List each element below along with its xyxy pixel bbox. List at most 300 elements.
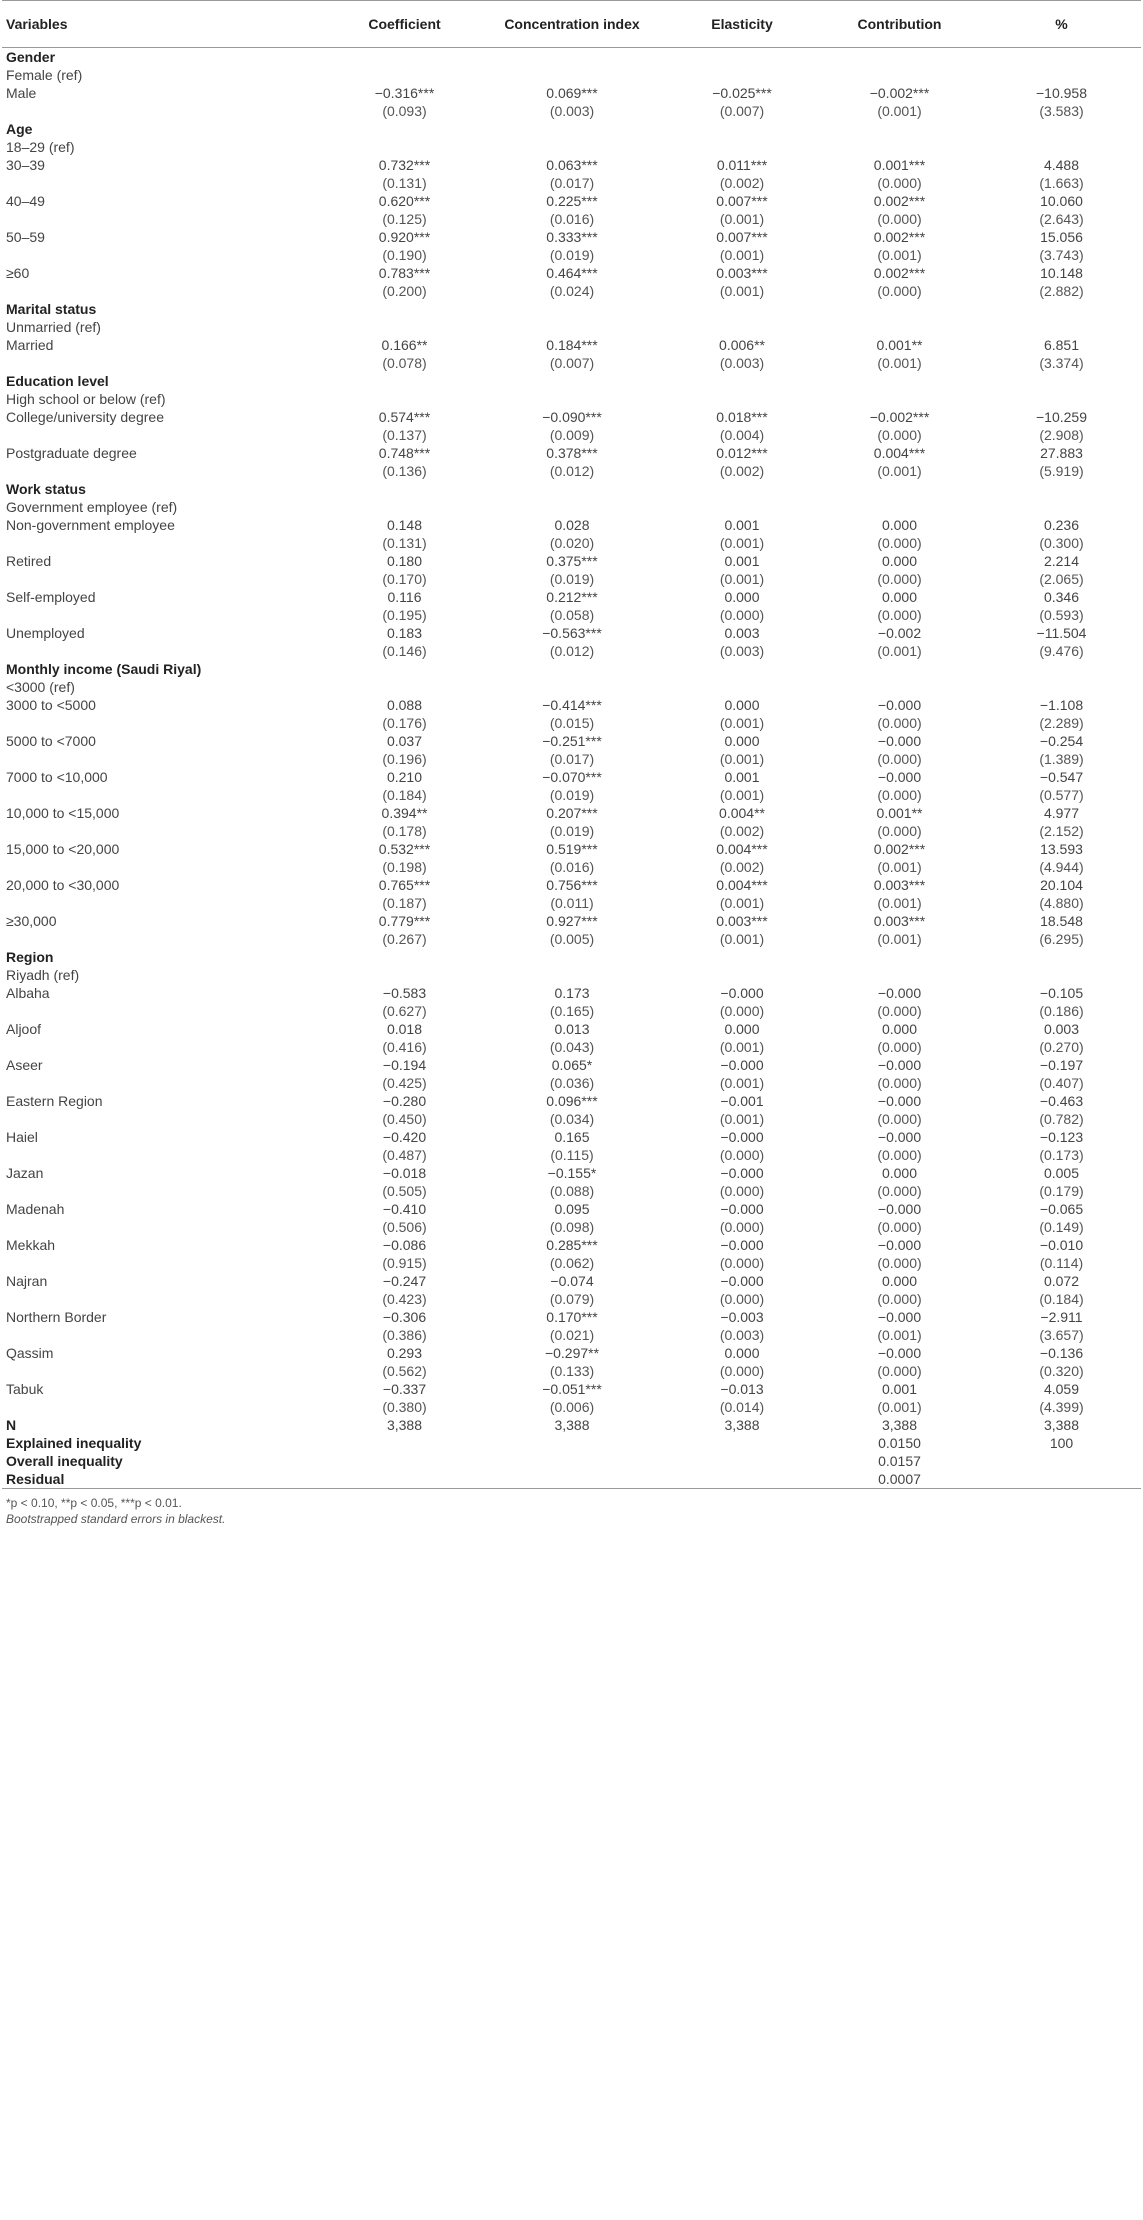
cell-coefficient: 0.088 [386, 697, 423, 713]
cell-concentration-index: (0.024) [549, 283, 595, 299]
cell-coefficient: (0.450) [382, 1111, 427, 1127]
table-row [2, 336, 1141, 354]
cell-percent: (2.065) [1039, 571, 1084, 587]
cell-contribution: (0.000) [877, 715, 922, 731]
cell-coefficient: (0.380) [382, 1399, 427, 1415]
cell-coefficient: (0.487) [382, 1147, 427, 1163]
cell-elasticity: (0.001) [719, 1111, 765, 1127]
cell-coefficient: 0.183 [386, 625, 423, 641]
cell-concentration-index: (0.115) [550, 1147, 594, 1163]
cell-contribution: 0.003*** [873, 913, 926, 929]
cell-coefficient: (0.198) [382, 859, 427, 875]
cell-contribution: (0.000) [877, 1183, 922, 1199]
cell-coefficient: (0.146) [382, 643, 427, 659]
cell-variable: Explained inequality [6, 1435, 142, 1451]
cell-variable [2, 1326, 332, 1344]
table-row [2, 138, 1141, 156]
header-contribution: Contribution [817, 1, 982, 48]
std-error-row [2, 1038, 1141, 1056]
cell-variable [2, 354, 332, 372]
cell-concentration-index: 0.013 [554, 1021, 590, 1037]
cell-percent: 4.059 [1043, 1381, 1080, 1397]
cell-percent: (0.782) [1039, 1111, 1084, 1127]
cell-contribution: −0.000 [877, 1237, 922, 1253]
cell-percent: (0.179) [1039, 1183, 1084, 1199]
cell-percent [982, 1452, 1141, 1470]
cell-percent: −2.911 [1040, 1309, 1083, 1325]
cell-coefficient: −0.018 [382, 1165, 427, 1181]
cell-contribution: 3,388 [881, 1417, 918, 1433]
cell-contribution: 0.0150 [878, 1435, 921, 1451]
reference-label: Government employee (ref) [6, 499, 178, 515]
cell-variable: N [6, 1417, 17, 1433]
cell-percent: (4.944) [1039, 859, 1084, 875]
cell-concentration-index: 0.519*** [546, 841, 598, 857]
cell-percent: 20.104 [1040, 877, 1083, 893]
cell-variable [2, 1290, 332, 1308]
std-error-row [2, 1110, 1141, 1128]
cell-percent: 3,388 [1043, 1417, 1080, 1433]
cell-percent: 0.072 [1043, 1273, 1080, 1289]
cell-variable: Aljoof [6, 1021, 42, 1037]
cell-coefficient: (0.425) [382, 1075, 427, 1091]
cell-variable [2, 534, 332, 552]
cell-elasticity: (0.003) [719, 1327, 765, 1343]
cell-variable: Haiel [6, 1129, 38, 1145]
std-error-row [2, 894, 1141, 912]
cell-variable: Postgraduate degree [6, 445, 137, 461]
cell-percent: (2.908) [1039, 427, 1084, 443]
cell-concentration-index: 0.207*** [546, 805, 598, 821]
cell-elasticity: −0.000 [720, 1165, 764, 1181]
cell-elasticity: 0.001 [724, 769, 760, 785]
cell-variable: 40–49 [6, 193, 45, 209]
cell-coefficient [332, 1434, 477, 1452]
cell-variable [2, 930, 332, 948]
cell-percent: 4.488 [1043, 157, 1080, 173]
cell-percent: −0.463 [1039, 1093, 1084, 1109]
cell-elasticity: (0.004) [719, 427, 765, 443]
cell-contribution: −0.000 [877, 1309, 922, 1325]
cell-variable: Madenah [6, 1201, 65, 1217]
section-heading: Monthly income (Saudi Riyal) [6, 661, 202, 677]
cell-contribution: (0.000) [877, 1219, 922, 1235]
cell-coefficient: 0.783*** [378, 265, 431, 281]
cell-coefficient: (0.131) [382, 535, 427, 551]
cell-variable: Self-employed [6, 589, 96, 605]
cell-variable [2, 174, 332, 192]
cell-elasticity: 0.004** [719, 805, 765, 821]
cell-contribution: (0.000) [877, 1255, 922, 1271]
table-row [2, 1092, 1141, 1110]
cell-contribution: −0.000 [877, 1057, 922, 1073]
cell-elasticity: (0.000) [719, 1003, 765, 1019]
table-row [2, 966, 1141, 984]
cell-concentration-index: (0.098) [549, 1219, 595, 1235]
cell-coefficient: (0.423) [382, 1291, 427, 1307]
std-error-row [2, 1254, 1141, 1272]
cell-percent: (4.399) [1039, 1399, 1084, 1415]
cell-percent: 27.883 [1040, 445, 1083, 461]
section-row [2, 660, 1141, 678]
footnote-standard-errors: Bootstrapped standard errors in blackest. [6, 1512, 226, 1526]
cell-elasticity: −0.000 [720, 1273, 764, 1289]
cell-concentration-index: −0.051*** [542, 1381, 602, 1397]
cell-variable [2, 102, 332, 120]
cell-percent: (9.476) [1039, 643, 1084, 659]
table-row [2, 696, 1141, 714]
cell-coefficient: (0.562) [382, 1363, 427, 1379]
cell-contribution: −0.000 [877, 733, 922, 749]
table-row [2, 1308, 1141, 1326]
cell-concentration-index: 0.065* [551, 1057, 593, 1073]
cell-percent: 10.060 [1040, 193, 1083, 209]
cell-concentration-index: (0.012) [549, 643, 595, 659]
cell-coefficient: 0.920*** [378, 229, 431, 245]
cell-percent: −0.010 [1039, 1237, 1084, 1253]
cell-contribution: (0.001) [877, 1327, 922, 1343]
cell-percent: 0.236 [1043, 517, 1080, 533]
cell-contribution: 0.001*** [873, 157, 926, 173]
cell-coefficient: (0.915) [382, 1255, 427, 1271]
cell-elasticity: −0.000 [720, 985, 764, 1001]
cell-percent: 6.851 [1043, 337, 1080, 353]
std-error-row [2, 354, 1141, 372]
cell-contribution: 0.000 [881, 1273, 918, 1289]
cell-concentration-index: (0.058) [549, 607, 595, 623]
table-row [2, 624, 1141, 642]
cell-contribution: (0.000) [877, 1363, 922, 1379]
cell-contribution: 0.000 [881, 1165, 918, 1181]
cell-concentration-index: 0.756*** [546, 877, 598, 893]
cell-variable: Tabuk [6, 1381, 44, 1397]
cell-percent: −0.547 [1039, 769, 1084, 785]
cell-coefficient: 0.620*** [378, 193, 431, 209]
cell-elasticity [667, 1470, 817, 1489]
cell-concentration-index: 0.225*** [546, 193, 598, 209]
cell-elasticity: (0.001) [719, 1039, 765, 1055]
section-row [2, 372, 1141, 390]
cell-elasticity: 0.006** [719, 337, 765, 353]
cell-variable: Albaha [6, 985, 50, 1001]
cell-elasticity: 3,388 [724, 1417, 760, 1433]
cell-elasticity: 0.011*** [716, 157, 768, 173]
cell-coefficient [332, 1452, 477, 1470]
cell-elasticity: 0.012*** [716, 445, 768, 461]
section-row [2, 48, 1141, 67]
std-error-row [2, 786, 1141, 804]
cell-elasticity: −0.000 [720, 1057, 764, 1073]
header-row [2, 1, 1141, 48]
std-error-row [2, 930, 1141, 948]
section-heading: Region [6, 949, 54, 965]
cell-concentration-index: 0.069*** [546, 85, 598, 101]
cell-concentration-index: 0.285*** [546, 1237, 598, 1253]
cell-coefficient: (0.196) [382, 751, 427, 767]
cell-coefficient: 3,388 [386, 1417, 423, 1433]
cell-variable: Jazan [6, 1165, 44, 1181]
cell-concentration-index: 0.096*** [546, 1093, 598, 1109]
cell-concentration-index: 0.333*** [546, 229, 598, 245]
cell-percent: 13.593 [1040, 841, 1083, 857]
header-variables: Variables [2, 1, 332, 48]
cell-contribution: (0.000) [877, 751, 922, 767]
cell-coefficient: 0.166** [381, 337, 428, 353]
cell-coefficient: −0.247 [382, 1273, 427, 1289]
std-error-row [2, 822, 1141, 840]
std-error-row [2, 1074, 1141, 1092]
cell-contribution: −0.000 [877, 697, 922, 713]
reference-label: 18–29 (ref) [6, 139, 75, 155]
cell-contribution: (0.000) [877, 1111, 922, 1127]
section-heading: Education level [6, 373, 109, 389]
cell-contribution: (0.000) [877, 175, 922, 191]
cell-elasticity: 0.004*** [716, 841, 768, 857]
cell-elasticity: 0.000 [724, 589, 760, 605]
cell-percent: −10.259 [1036, 409, 1087, 425]
std-error-row [2, 642, 1141, 660]
table-row [2, 444, 1141, 462]
cell-percent: (5.919) [1039, 463, 1084, 479]
cell-variable: 10,000 to <15,000 [6, 805, 120, 821]
std-error-row [2, 1146, 1141, 1164]
cell-variable: Aseer [6, 1057, 43, 1073]
cell-coefficient: −0.194 [382, 1057, 427, 1073]
cell-percent: −1.108 [1039, 697, 1084, 713]
cell-contribution: (0.001) [877, 859, 922, 875]
cell-concentration-index [477, 1434, 667, 1452]
cell-contribution: 0.001 [881, 1381, 918, 1397]
cell-concentration-index: (0.079) [549, 1291, 595, 1307]
header-coefficient: Coefficient [332, 1, 477, 48]
cell-coefficient: −0.420 [382, 1129, 427, 1145]
cell-coefficient: 0.532*** [378, 841, 431, 857]
cell-concentration-index: −0.297** [544, 1345, 600, 1361]
cell-elasticity: (0.001) [719, 787, 765, 803]
cell-percent: −10.958 [1036, 85, 1087, 101]
cell-percent: (3.743) [1039, 247, 1084, 263]
table-row [2, 552, 1141, 570]
cell-concentration-index [477, 1452, 667, 1470]
cell-contribution: −0.000 [877, 1129, 922, 1145]
cell-coefficient: −0.280 [382, 1093, 427, 1109]
cell-percent: (4.880) [1039, 895, 1084, 911]
cell-elasticity: (0.000) [719, 1219, 765, 1235]
cell-elasticity: (0.001) [719, 751, 765, 767]
std-error-row [2, 714, 1141, 732]
table-row [2, 1416, 1141, 1434]
cell-coefficient: −0.086 [382, 1237, 427, 1253]
cell-variable: 3000 to <5000 [6, 697, 96, 713]
header-concentration-index: Concentration index [477, 1, 667, 48]
cell-percent: (0.149) [1039, 1219, 1084, 1235]
cell-coefficient: (0.125) [382, 211, 427, 227]
cell-coefficient: (0.136) [382, 463, 427, 479]
cell-elasticity: (0.001) [719, 895, 765, 911]
cell-percent: 18.548 [1040, 913, 1083, 929]
table-row [2, 1470, 1141, 1489]
cell-variable: Non-government employee [6, 517, 175, 533]
cell-elasticity: −0.000 [720, 1129, 764, 1145]
table-row [2, 66, 1141, 84]
cell-percent: (0.593) [1039, 607, 1084, 623]
cell-contribution: −0.002 [877, 625, 922, 641]
cell-percent: (0.173) [1039, 1147, 1084, 1163]
table-row [2, 498, 1141, 516]
cell-coefficient: (0.627) [382, 1003, 427, 1019]
section-heading: Age [6, 121, 33, 137]
cell-concentration-index: −0.414*** [542, 697, 602, 713]
cell-concentration-index: (0.009) [549, 427, 595, 443]
cell-coefficient: 0.293 [386, 1345, 423, 1361]
table-row [2, 228, 1141, 246]
cell-variable: 50–59 [6, 229, 45, 245]
cell-variable [2, 282, 332, 300]
cell-coefficient: (0.506) [382, 1219, 427, 1235]
cell-coefficient: (0.184) [382, 787, 427, 803]
reference-label: Riyadh (ref) [6, 967, 80, 983]
cell-coefficient: 0.779*** [378, 913, 431, 929]
cell-contribution: (0.000) [877, 211, 922, 227]
cell-elasticity: (0.002) [719, 175, 765, 191]
cell-contribution: 0.0007 [817, 1470, 982, 1489]
std-error-row [2, 102, 1141, 120]
footnote-significance: *p < 0.10, **p < 0.05, ***p < 0.01. [6, 1496, 182, 1510]
cell-concentration-index: (0.062) [549, 1255, 595, 1271]
cell-concentration-index: (0.036) [549, 1075, 595, 1091]
section-heading: Work status [6, 481, 86, 497]
cell-variable [2, 462, 332, 480]
cell-concentration-index: (0.003) [549, 103, 595, 119]
cell-coefficient: (0.170) [382, 571, 427, 587]
cell-concentration-index: 0.378*** [546, 445, 598, 461]
cell-elasticity: (0.001) [719, 931, 765, 947]
std-error-row [2, 1326, 1141, 1344]
cell-concentration-index: (0.015) [549, 715, 595, 731]
cell-coefficient [332, 1470, 477, 1489]
cell-contribution: (0.001) [877, 103, 922, 119]
cell-percent: (0.270) [1039, 1039, 1084, 1055]
cell-variable: Unemployed [6, 625, 85, 641]
cell-coefficient: −0.410 [382, 1201, 427, 1217]
cell-concentration-index: 0.464*** [546, 265, 598, 281]
cell-variable [2, 210, 332, 228]
cell-coefficient: 0.148 [386, 517, 423, 533]
table-row [2, 1452, 1141, 1470]
cell-percent: (6.295) [1039, 931, 1084, 947]
cell-percent: −0.197 [1039, 1057, 1084, 1073]
std-error-row [2, 1398, 1141, 1416]
cell-concentration-index: 0.063*** [546, 157, 598, 173]
cell-variable: Qassim [6, 1345, 54, 1361]
cell-percent: (0.320) [1039, 1363, 1084, 1379]
cell-percent: (2.289) [1039, 715, 1084, 731]
std-error-row [2, 462, 1141, 480]
cell-elasticity: (0.014) [719, 1399, 765, 1415]
cell-percent: (3.374) [1039, 355, 1084, 371]
cell-percent: 2.214 [1043, 553, 1080, 569]
table-row [2, 318, 1141, 336]
cell-contribution: (0.000) [877, 1291, 922, 1307]
cell-elasticity: 0.007*** [716, 229, 768, 245]
std-error-row [2, 210, 1141, 228]
cell-elasticity: 0.000 [724, 697, 760, 713]
cell-concentration-index: (0.133) [549, 1363, 595, 1379]
std-error-row [2, 570, 1141, 588]
cell-variable [2, 1146, 332, 1164]
cell-variable: ≥60 [6, 265, 30, 281]
table-body [2, 48, 1141, 1489]
cell-coefficient: 0.748*** [378, 445, 431, 461]
cell-coefficient: (0.267) [382, 931, 427, 947]
cell-variable: Mekkah [6, 1237, 56, 1253]
cell-contribution: (0.000) [877, 283, 922, 299]
cell-contribution: (0.001) [877, 463, 922, 479]
cell-percent: (1.663) [1039, 175, 1084, 191]
cell-percent: (2.643) [1039, 211, 1084, 227]
cell-coefficient: (0.131) [382, 175, 427, 191]
cell-concentration-index [477, 1470, 667, 1489]
cell-concentration-index: (0.019) [549, 823, 595, 839]
cell-concentration-index: 0.375*** [546, 553, 598, 569]
cell-coefficient: (0.505) [382, 1183, 427, 1199]
table-row [2, 768, 1141, 786]
cell-percent: −0.105 [1039, 985, 1084, 1001]
cell-contribution: (0.001) [877, 895, 922, 911]
cell-coefficient: (0.195) [382, 607, 427, 623]
cell-variable [2, 1038, 332, 1056]
header-percent: % [982, 1, 1141, 48]
table-row [2, 1380, 1141, 1398]
cell-concentration-index: (0.006) [549, 1399, 595, 1415]
cell-variable: Overall inequality [6, 1453, 123, 1469]
std-error-row [2, 858, 1141, 876]
cell-percent: −0.123 [1039, 1129, 1084, 1145]
std-error-row [2, 174, 1141, 192]
cell-variable [2, 1218, 332, 1236]
table-row [2, 1164, 1141, 1182]
cell-coefficient: (0.386) [382, 1327, 427, 1343]
cell-coefficient: −0.306 [382, 1309, 427, 1325]
cell-percent: (0.577) [1039, 787, 1084, 803]
cell-elasticity: 0.000 [724, 1345, 760, 1361]
cell-elasticity: −0.000 [720, 1201, 764, 1217]
table-row [2, 1434, 1141, 1452]
cell-percent [982, 1470, 1141, 1489]
cell-elasticity: (0.003) [719, 355, 765, 371]
cell-percent: −0.136 [1039, 1345, 1084, 1361]
cell-contribution: 0.002*** [873, 841, 926, 857]
cell-variable [2, 822, 332, 840]
cell-percent: (1.389) [1039, 751, 1084, 767]
cell-concentration-index: (0.019) [549, 787, 595, 803]
cell-elasticity: 0.001 [724, 517, 760, 533]
cell-contribution: (0.001) [877, 355, 922, 371]
cell-variable: Male [6, 85, 37, 101]
cell-elasticity: (0.001) [719, 571, 765, 587]
cell-coefficient: 0.732*** [378, 157, 431, 173]
cell-concentration-index: −0.155* [547, 1165, 597, 1181]
reference-label: Female (ref) [6, 67, 83, 83]
std-error-row [2, 750, 1141, 768]
cell-variable [2, 570, 332, 588]
cell-coefficient: 0.180 [386, 553, 423, 569]
cell-contribution: 0.002*** [873, 229, 926, 245]
cell-concentration-index: 0.170*** [546, 1309, 598, 1325]
cell-elasticity: (0.007) [719, 103, 765, 119]
table-row [2, 1056, 1141, 1074]
cell-variable [2, 1074, 332, 1092]
